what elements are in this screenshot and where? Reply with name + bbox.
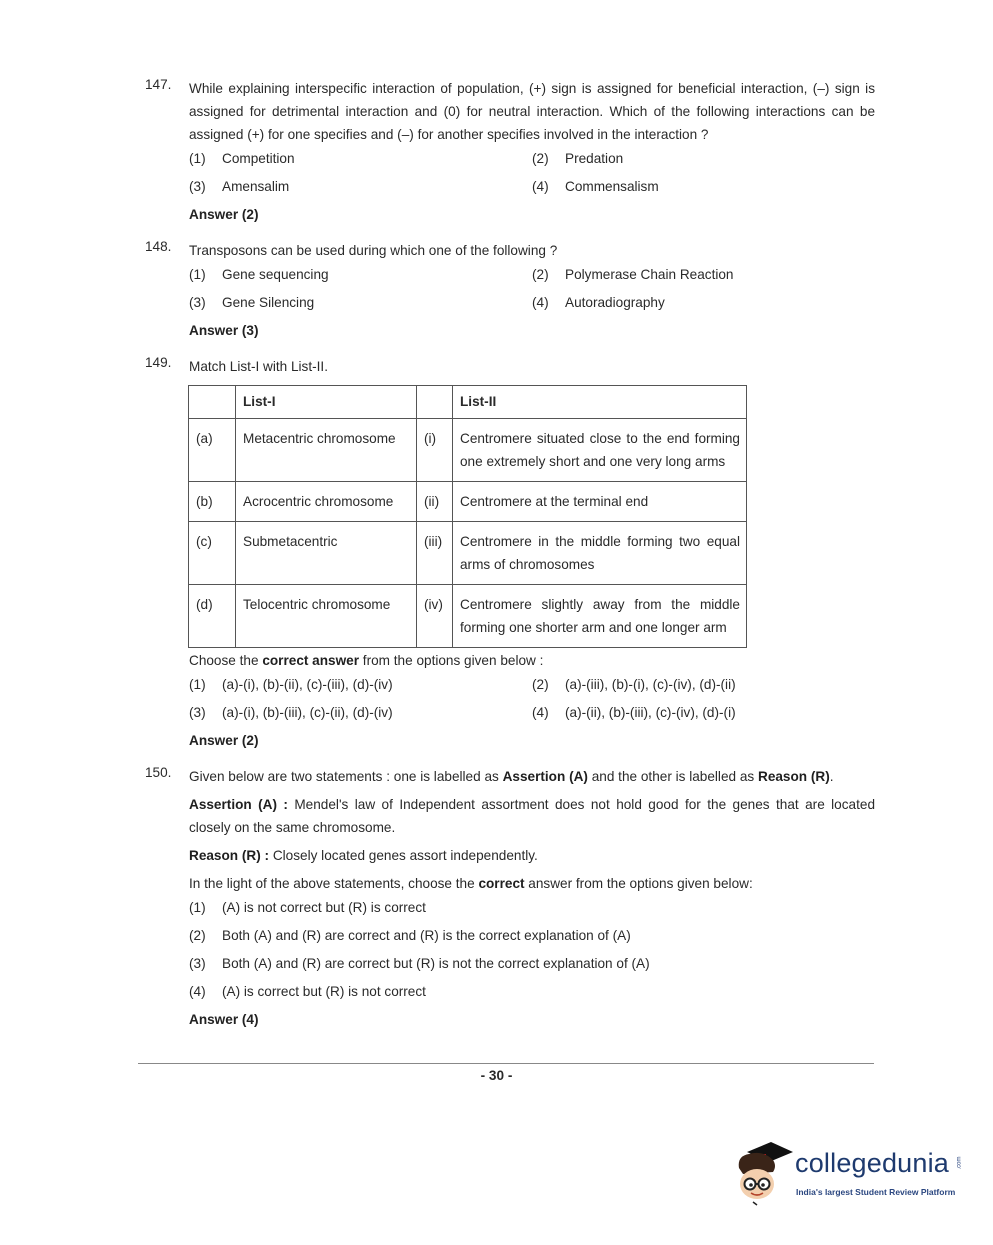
question-text: While explaining interspecific interaction of population, (+) sign is assigned for beneficial interaction, (–) sign is assigned for detrimental interaction and (0) for neutral interaction. Which of the following interactions can be assigned (+) for one specifies and (–) for another specifies involved in the interaction ? [189, 81, 875, 142]
question-number: 147. [145, 77, 172, 92]
logo-wordmark: collegedunia [795, 1148, 950, 1178]
row-label: (c) [189, 522, 236, 585]
row-label: (b) [189, 482, 236, 522]
match-table [188, 385, 747, 648]
option-4: (4) (A) is correct but (R) is not correct [189, 984, 426, 999]
table-header-row [189, 386, 747, 419]
question-intro: Given below are two statements : one is labelled as Assertion (A) and the other is labelled as Reason (R). [189, 769, 834, 784]
row-label: (a) [189, 419, 236, 482]
list-1-header: List-I [236, 386, 417, 419]
row-label: (d) [189, 585, 236, 648]
option-2: (2) Both (A) and (R) are correct and (R) is the correct explanation of (A) [189, 928, 631, 943]
question-text: Transposons can be used during which one of the following ? [189, 243, 558, 258]
option-1: (1) (a)-(i), (b)-(ii), (c)-(iii), (d)-(iv) [189, 677, 393, 692]
logo-domain: .com [956, 1156, 963, 1170]
table-row [189, 419, 747, 482]
answer: Answer (2) [189, 733, 259, 748]
list-2-header: List-II [453, 386, 747, 419]
option-4: (4) Commensalism [532, 179, 659, 194]
question-number: 148. [145, 239, 172, 254]
mascot-icon [733, 1138, 795, 1208]
answer: Answer (3) [189, 323, 259, 338]
collegedunia-logo[interactable] [733, 1138, 963, 1208]
row-label: (ii) [417, 482, 453, 522]
light-instruction: In the light of the above statements, choose the correct answer from the options given below: [189, 876, 753, 891]
assertion: Assertion (A) : Mendel's law of Independent assortment does not hold good for the genes that are located closely on the same chromosome. [189, 797, 876, 835]
question-text: Match List-I with List-II. [189, 359, 328, 374]
option-2: (2) (a)-(iii), (b)-(i), (c)-(iv), (d)-(ii) [532, 677, 736, 692]
option-3: (3) Both (A) and (R) are correct but (R) is not the correct explanation of (A) [189, 956, 650, 971]
list-1-item: Acrocentric chromosome [236, 482, 417, 522]
question-147 [145, 77, 875, 235]
option-3: (3) Amensalim [189, 179, 290, 194]
row-label: (iii) [417, 522, 453, 585]
logo-tagline: India's largest Student Review Platform [796, 1187, 956, 1197]
option-3: (3) Gene Silencing [189, 295, 315, 310]
option-2: (2) Predation [532, 151, 624, 166]
row-label: (i) [417, 419, 453, 482]
footer-divider [138, 1063, 874, 1064]
list-2-item: Centromere slightly away from the middle forming one shorter arm and one longer arm [453, 585, 747, 648]
option-4: (4) (a)-(ii), (b)-(iii), (c)-(iv), (d)-(i) [532, 705, 736, 720]
row-label: (iv) [417, 585, 453, 648]
option-1: (1) (A) is not correct but (R) is correct [189, 900, 426, 915]
header-cell [417, 386, 453, 419]
option-1: (1) Competition [189, 151, 295, 166]
list-1-item: Metacentric chromosome [236, 419, 417, 482]
question-149-options [145, 649, 875, 761]
list-2-item: Centromere at the terminal end [453, 482, 747, 522]
list-2-item: Centromere situated close to the end forming one extremely short and one very long arms [453, 419, 747, 482]
table-row [189, 522, 747, 585]
answer: Answer (4) [189, 1012, 259, 1027]
reason: Reason (R) : Closely located genes assort independently. [189, 848, 538, 863]
question-number: 149. [145, 355, 172, 370]
option-2: (2) Polymerase Chain Reaction [532, 267, 734, 282]
list-2-item: Centromere in the middle forming two equal arms of chromosomes [453, 522, 747, 585]
page-number: - 30 - [480, 1068, 513, 1083]
question-150 [145, 765, 875, 1040]
question-149 [145, 355, 875, 378]
option-1: (1) Gene sequencing [189, 267, 329, 282]
table-row [189, 585, 747, 648]
answer: Answer (2) [189, 207, 259, 222]
option-3: (3) (a)-(i), (b)-(iii), (c)-(ii), (d)-(iv) [189, 705, 393, 720]
option-4: (4) Autoradiography [532, 295, 665, 310]
question-number: 150. [145, 765, 172, 780]
choose-instruction: Choose the correct answer from the options given below : [189, 653, 544, 668]
list-1-item: Telocentric chromosome [236, 585, 417, 648]
header-cell [189, 386, 236, 419]
table-row [189, 482, 747, 522]
list-1-item: Submetacentric [236, 522, 417, 585]
question-148 [145, 239, 875, 351]
